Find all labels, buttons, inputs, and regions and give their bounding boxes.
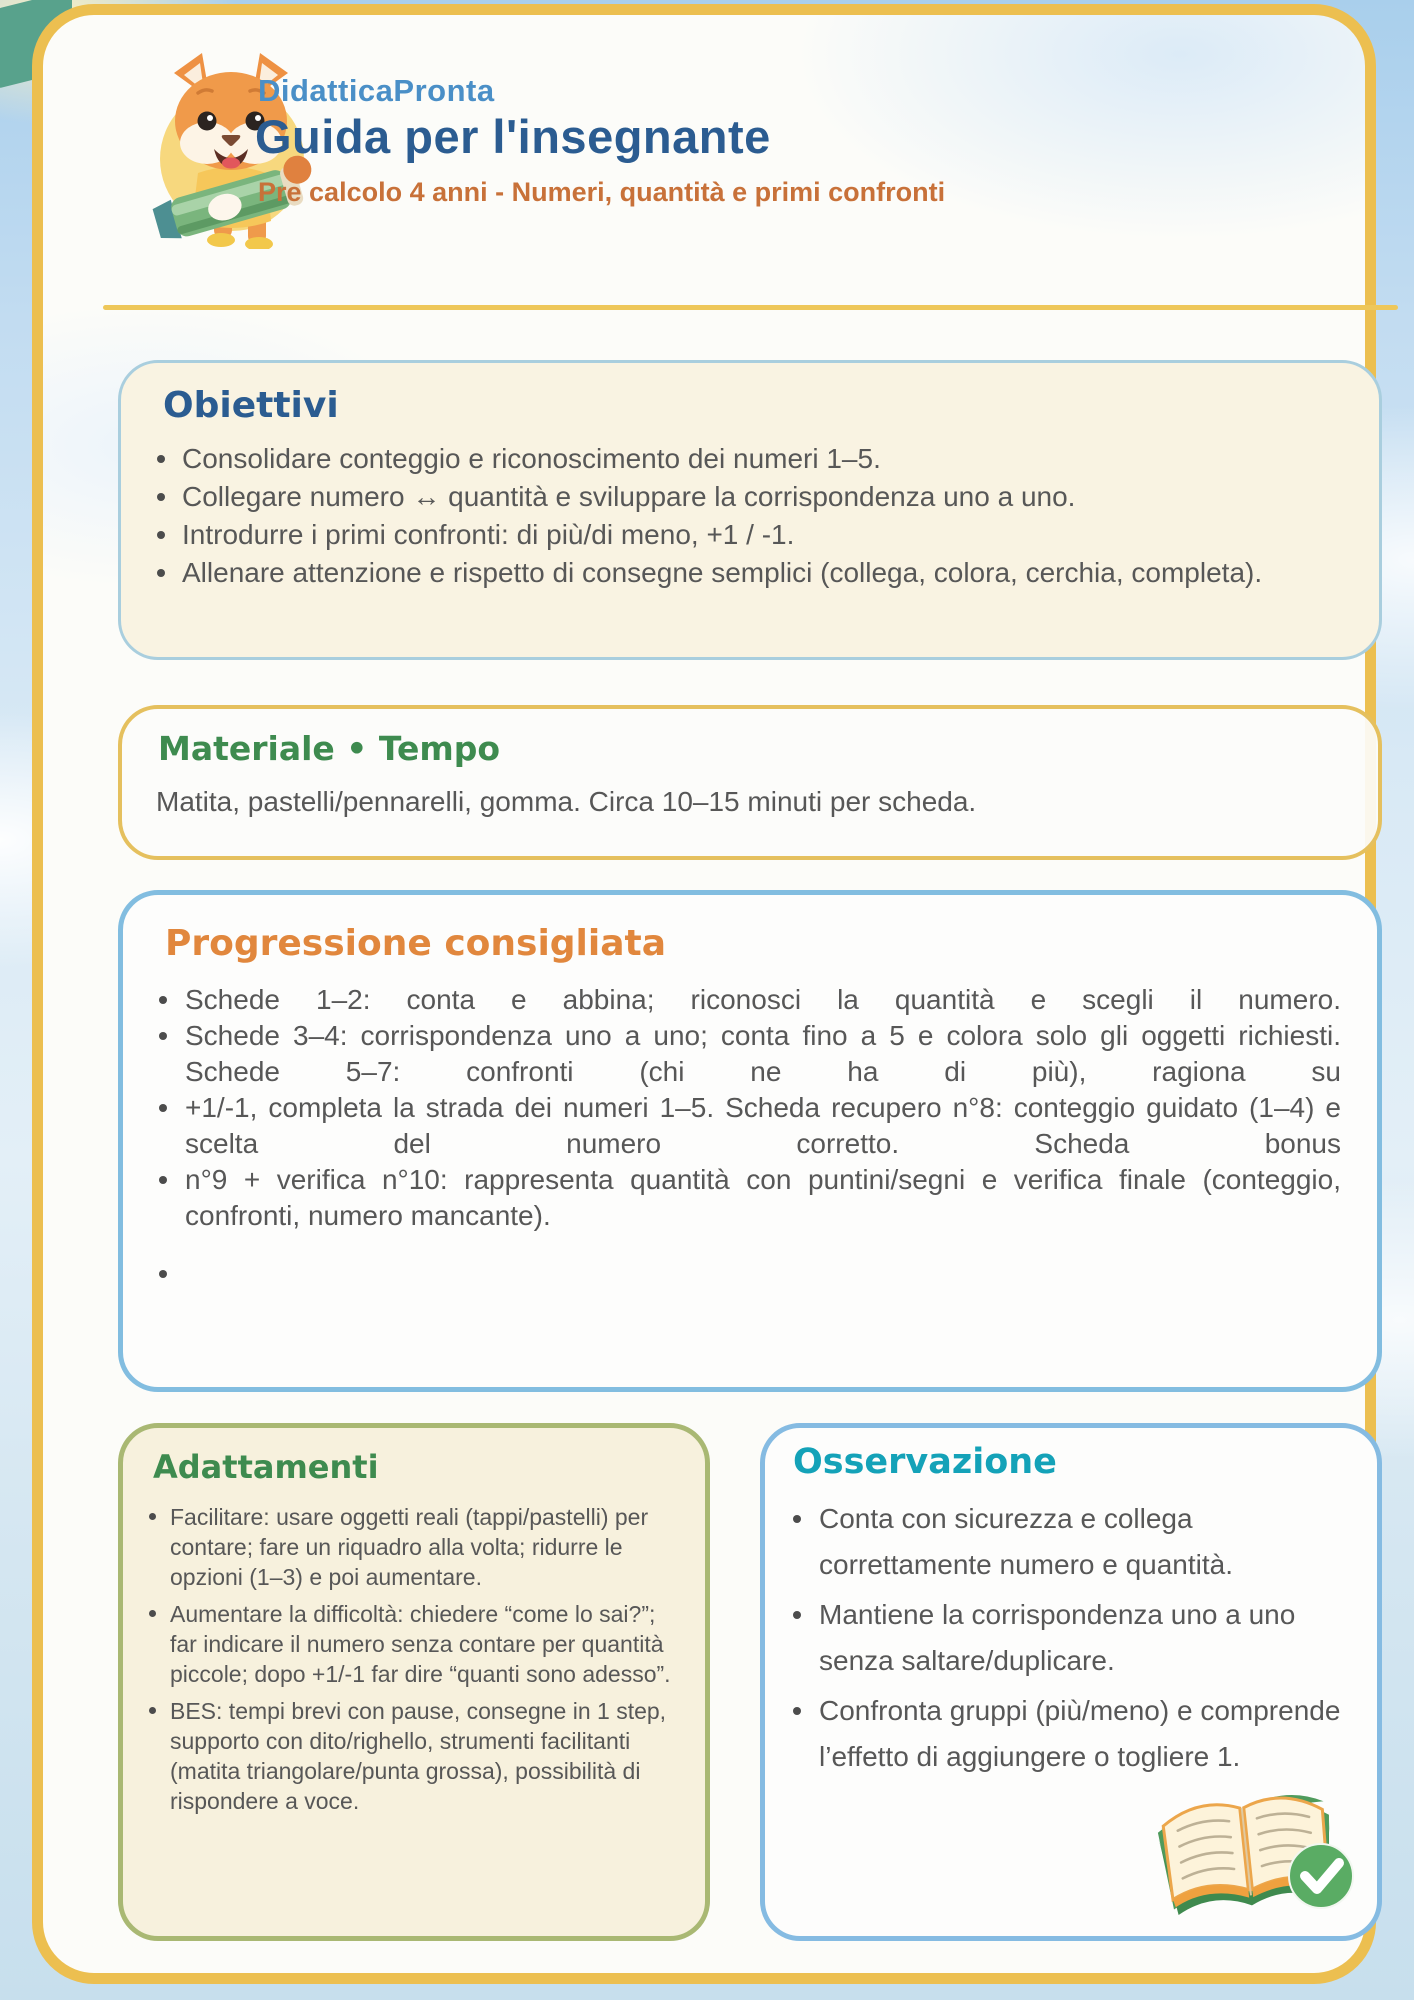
section-obiettivi [118, 360, 1382, 660]
bullet-dot [793, 1515, 801, 1523]
obiettivi-title: Obiettivi [163, 385, 339, 426]
bullet-dot [159, 996, 167, 1004]
bullet-dot [793, 1707, 801, 1715]
bullet-dot [157, 569, 165, 577]
page-title: Guida per l'insegnante [255, 110, 771, 163]
bullet-dot [159, 1270, 167, 1278]
list-item: Mantiene la corrispondenza uno a uno senza saltare/duplicare. [793, 1592, 1349, 1684]
list-item: Schede 1–2: conta e abbina; riconosci la quantità e scegli il numero. [159, 982, 1341, 1018]
bullet-dot [157, 455, 165, 463]
bullet-dot [157, 493, 165, 501]
section-adattamenti [118, 1423, 710, 1941]
list-item: BES: tempi brevi con pause, consegne in 1 step, supporto con dito/righello, strumenti facilitanti (matita triangolare/punta grossa), possibilità di rispondere a voce. [149, 1696, 679, 1816]
bullet-dot [149, 1513, 156, 1520]
list-item: Schede 3–4: corrispondenza uno a uno; conta fino a 5 e colora solo gli oggetti richiesti. Schede 5–7: confronti (chi ne ha di più), ragiona su [159, 1018, 1341, 1090]
bullet-dot [149, 1610, 156, 1617]
guide-card [32, 4, 1376, 1984]
section-materiale-tempo [118, 705, 1382, 860]
list-item: Collegare numero ↔ quantità e sviluppare la corrispondenza uno a uno. [157, 478, 1343, 516]
list-item: Allenare attenzione e rispetto di consegne semplici (collega, colora, cerchia, completa). [157, 554, 1343, 592]
list-item: Confronta gruppi (più/meno) e comprende l’effetto di aggiungere o togliere 1. [793, 1688, 1349, 1780]
brand-name: DidatticaPronta [258, 73, 495, 108]
bullet-dot [159, 1104, 167, 1112]
materiale-text: Matita, pastelli/pennarelli, gomma. Circa 10–15 minuti per scheda. [156, 786, 977, 817]
osservazione-title: Osservazione [793, 1442, 1057, 1482]
page-subtitle: Pre calcolo 4 anni - Numeri, quantità e primi confronti [258, 177, 946, 207]
bullet-dot [157, 531, 165, 539]
bullet-dot [149, 1707, 156, 1714]
materiale-title: Materiale • Tempo [158, 729, 501, 768]
adattamenti-title: Adattamenti [153, 1448, 379, 1486]
bullet-dot [159, 1032, 167, 1040]
section-osservazione [760, 1423, 1382, 1941]
list-item: Facilitare: usare oggetti reali (tappi/pastelli) per contare; fare un riquadro alla volta; ridurre le opzioni (1–3) e poi aumentare. [149, 1502, 679, 1592]
osservazione-list [793, 1496, 1349, 1780]
list-item: n°9 + verifica n°10: rappresenta quantità con puntini/segni e verifica finale (conteggio, confronti, numero mancante). [159, 1162, 1341, 1234]
open-book-icon [1143, 1778, 1361, 1930]
bullet-dot [793, 1611, 801, 1619]
section-progressione [118, 890, 1382, 1392]
list-item: Consolidare conteggio e riconoscimento dei numeri 1–5. [157, 440, 1343, 478]
obiettivi-list [157, 440, 1343, 592]
list-item: Introdurre i primi confronti: di più/di meno, +1 / -1. [157, 516, 1343, 554]
list-item: +1/-1, completa la strada dei numeri 1–5. Scheda recupero n°8: conteggio guidato (1–4) e scelta del numero corretto. Scheda bonus [159, 1090, 1341, 1162]
list-item: Conta con sicurezza e collega correttamente numero e quantità. [793, 1496, 1349, 1588]
bullet-dot [159, 1176, 167, 1184]
progressione-title: Progressione consigliata [165, 923, 667, 964]
list-item [159, 1256, 1341, 1278]
list-item: Aumentare la difficoltà: chiedere “come lo sai?”; far indicare il numero senza contare per quantità piccole; dopo +1/-1 far dire “quanti sono adesso”. [149, 1599, 679, 1689]
adattamenti-list [149, 1502, 679, 1816]
header-divider [103, 305, 1398, 310]
progressione-list [159, 982, 1341, 1278]
checkmark-icon [1289, 1844, 1353, 1908]
